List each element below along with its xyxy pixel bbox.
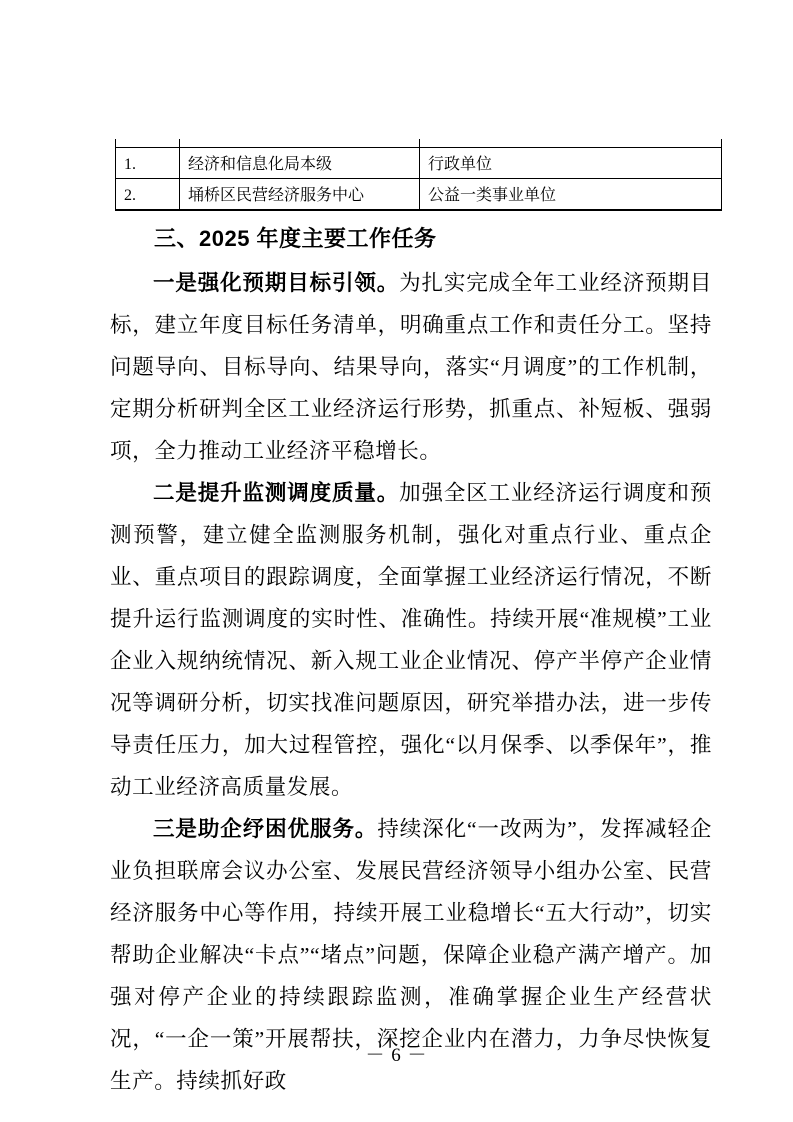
table-row-cutoff <box>115 139 722 147</box>
paragraph <box>110 472 712 808</box>
table-cell <box>419 139 722 147</box>
paragraph-text: 为扎实完成全年工业经济预期目标，建立年度目标任务清单，明确重点工作和责任分工。坚持问题导向、目标导向、结果导向，落实“月调度”的工作机制，定期分析研判全区工业经济运行形势，抓重点、补短板、强弱项，全力推动工业经济平稳增长。 <box>110 271 712 463</box>
unit-type: 公益一类事业单位 <box>419 179 722 209</box>
row-number: 2. <box>115 179 179 209</box>
unit-table <box>115 139 722 211</box>
paragraph-lead: 二是提升监测调度质量。 <box>153 481 400 505</box>
row-number: 1. <box>115 148 179 178</box>
unit-type: 行政单位 <box>419 148 722 178</box>
section-heading: 三、2025 年度主要工作任务 <box>154 226 437 251</box>
paragraph <box>110 262 712 472</box>
paragraph-text: 持续深化“一改两为”，发挥减轻企业负担联席会议办公室、发展民营经济领导小组办公室、民营经济服务中心等作用，持续开展工业稳增长“五大行动”，切实帮助企业解决“卡点”“堵点”问题，保障企业稳产满产增产。加强对停产企业的持续跟踪监测，准确掌握企业生产经营状况，“一企一策”开展帮扶，深挖企业内在潜力，力争尽快恢复生产。持续抓好政 <box>110 817 712 1093</box>
table-cell <box>179 139 419 147</box>
document-body <box>110 218 712 1102</box>
paragraph-text: 加强全区工业经济运行调度和预测预警，建立健全监测服务机制，强化对重点行业、重点企业、重点项目的跟踪调度，全面掌握工业经济运行情况，不断提升运行监测调度的实时性、准确性。持续开展“准规模”工业企业入规纳统情况、新入规工业企业情况、停产半停产企业情况等调研分析，切实找准问题原因，研究举措办法，进一步传导责任压力，加大过程管控，强化“以月保季、以季保年”，推动工业经济高质量发展。 <box>110 481 712 799</box>
paragraph-lead: 一是强化预期目标引领。 <box>153 271 400 295</box>
unit-name: 埇桥区民营经济服务中心 <box>179 179 419 209</box>
paragraph-lead: 三是助企纾困优服务。 <box>153 817 378 841</box>
unit-name: 经济和信息化局本级 <box>179 148 419 178</box>
table-cell <box>115 139 179 147</box>
page-number: － 6 － <box>365 1045 428 1066</box>
table-row <box>115 178 722 209</box>
table-row <box>115 147 722 178</box>
